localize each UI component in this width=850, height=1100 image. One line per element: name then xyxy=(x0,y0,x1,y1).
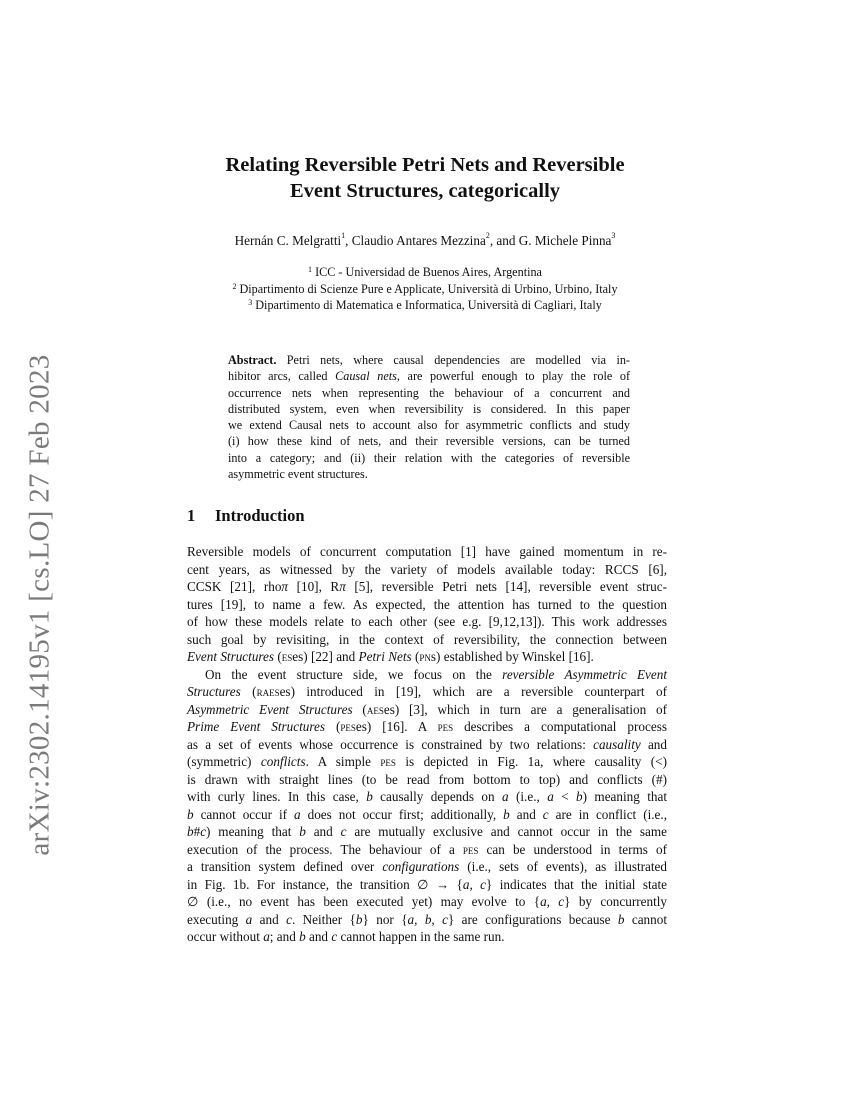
section-number: 1 xyxy=(187,506,196,525)
body-line: of how these models relate to each other (see e.g. [9,12,13]). This work addresses xyxy=(187,614,667,629)
body-line: Prime Event Structures (peses) [16]. A pes describes a computational process xyxy=(187,719,667,734)
title-line-1: Relating Reversible Petri Nets and Reversible xyxy=(225,154,625,176)
abstract-line: hibitor arcs, called Causal nets, are powerful enough to play the role of xyxy=(228,369,630,384)
author-list: Hernán C. Melgratti$^1$, Claudio Antares Mezzina$^2$, and G. Michele Pinna$^3$ xyxy=(234,231,616,248)
body-line: Event Structures (eses) [22] and Petri Nets (pns) established by Winskel [16]. xyxy=(187,649,594,664)
body-line: occur without a; and b and c cannot happen in the same run. xyxy=(187,929,505,944)
arxiv-sidebar-stamp xyxy=(10,265,70,945)
abstract-line: into a category; and (ii) their relation with the categories of reversible xyxy=(228,450,630,465)
body-line: b#c) meaning that b and c are mutually exclusive and cannot occur in the same xyxy=(187,824,667,839)
abstract-line: occurrence nets when representing the behaviour of a concurrent and xyxy=(228,385,630,400)
body-line: in Fig. 1b. For instance, the transition ∅ → {a, c} indicates that the initial state xyxy=(187,876,667,892)
body-line: executing a and c. Neither {b} nor {a, b, c} are configurations because b cannot xyxy=(187,911,667,927)
abstract xyxy=(228,352,630,482)
body-line: On the event structure side, we focus on the reversible Asymmetric Event xyxy=(205,666,667,682)
affiliations xyxy=(150,264,700,314)
abstract-line: we extend Causal nets to account also for asymmetric conflicts and study xyxy=(228,418,630,433)
title-line-2: Event Structures, categorically xyxy=(289,180,561,202)
author-2: Claudio Antares Mezzina xyxy=(351,233,486,248)
body-line: execution of the process. The behaviour of a pes can be understood in terms of xyxy=(187,841,667,857)
paper-title xyxy=(180,152,670,204)
abstract-line: distributed system, even when reversibility is considered. In this paper xyxy=(228,401,630,416)
abstract-line: (i) how these kind of nets, and their reversible versions, can be turned xyxy=(228,434,630,449)
section-title: Introduction xyxy=(215,506,305,525)
section-heading xyxy=(187,506,305,526)
body-line: tures [19], to name a few. As expected, the attention has turned to the question xyxy=(187,596,667,612)
body-line: as a set of events whose occurrence is constrained by two relations: causality and xyxy=(187,736,667,752)
author-3-mark: 3 xyxy=(611,231,616,240)
affiliation-3: $^3$ Dipartimento di Matematica e Informatica, Università di Cagliari, Italy xyxy=(248,298,602,312)
arxiv-id: arXiv:2302.14195v1 [cs.LO] 27 Feb 2023 xyxy=(23,354,56,856)
author-2-mark: 2 xyxy=(485,231,490,240)
body-line: cent years, as witnessed by the variety of models available today: RCCS [6], xyxy=(187,561,667,577)
author-3: and G. Michele Pinna xyxy=(496,233,612,248)
body-line: ∅ (i.e., no event has been executed yet) may evolve to {a, c} by concurrently xyxy=(187,894,667,909)
abstract-label: Abstract. xyxy=(228,353,277,367)
body-line: b cannot occur if a does not occur first; additionally, b and c are in conflict (i.e., xyxy=(187,806,668,822)
body-line: Structures (raeses) introduced in [19], which are a reversible counterpart of xyxy=(187,684,667,699)
body-line: Asymmetric Event Structures (aeses) [3], which in turn are a generalisation of xyxy=(187,701,667,717)
affiliation-1: $^1$ ICC - Universidad de Buenos Aires, Argentina xyxy=(308,265,542,279)
body-line: such goal by revisiting, in the context of reversibility, the connection between xyxy=(187,631,667,647)
body-line: with curly lines. In this case, b causally depends on a (i.e., a < b) meaning that xyxy=(187,789,668,804)
abstract-line: asymmetric event structures. xyxy=(228,467,368,482)
affiliation-2: $^2$ Dipartimento di Scienze Pure e Applicate, Università di Urbino, Urbino, Italy xyxy=(232,281,618,296)
author-1-mark: 1 xyxy=(341,231,346,240)
abstract-line: Abstract. Petri nets, where causal dependencies are modelled via in- xyxy=(228,353,630,367)
body-line: a transition system defined over configurations (i.e., sets of events), as illustrated xyxy=(187,859,667,874)
body-line: (symmetric) conflicts. A simple pes is depicted in Fig. 1a, where causality (<) xyxy=(187,754,668,769)
body-line: CCSK [21], rhoπ [10], Rπ [5], reversible Petri nets [14], reversible event struc- xyxy=(187,579,667,594)
body-line: Reversible models of concurrent computation [1] have gained momentum in re- xyxy=(187,544,667,559)
author-1: Hernán C. Melgratti xyxy=(234,233,342,248)
introduction-body xyxy=(187,543,667,946)
body-line: is drawn with straight lines (to be read from bottom to top) and conflicts (#) xyxy=(187,771,667,787)
